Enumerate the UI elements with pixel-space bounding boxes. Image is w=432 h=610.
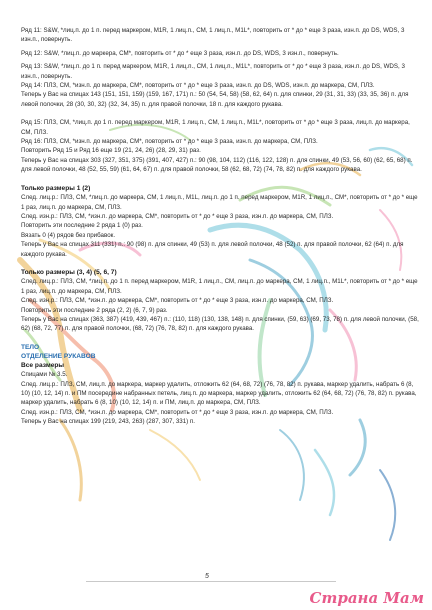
footer-divider <box>86 581 336 582</box>
row-14-text: Ряд 14: ПЛЗ, СМ, *изн.п. до маркера, СМ*, повторить от * до * еще 3 раза, изн.п. до DS, WDS, изн.п. до маркера, СМ, ПЛЗ. <box>21 82 375 90</box>
section-line: Теперь у Вас на спицах 311 (331) п.: 90 (98) п. для спинки, 49 (53) п. для левой полочки, 48 (52) п. для правой полочки, 62 (64) п. для каждого рукава. <box>21 241 404 258</box>
heading-sleeve-separation: ОТДЕЛЕНИЕ РУКАВОВ <box>21 352 96 360</box>
heading-body: ТЕЛО <box>21 343 40 351</box>
stitch-count-text: Теперь у Вас на спицах 303 (327, 351, 375) (391, 407, 427) п.: 90 (98, 104, 112) (116, 122, 128) п. для спинки, 49 (53, 56, 60) (62, 65, 68) п. для левой полочки, 48 (52, 55, 59) (61, 64, 67) п. для правой полочки, 58 (62, 68, 72) (74, 78, 82) п. для каждого рукава. <box>21 156 413 174</box>
row-13-text: Ряд 13: S&W, *лиц.п. до 1 п. перед маркером, M1R, 1 лиц.п., СМ, 1 лиц.п., M1L*, повторить от * до * еще 3 раза, изн.п. до DS, WDS, 3 изн.п., повернуть. <box>21 63 405 80</box>
row-16-text: Ряд 16: ПЛЗ, СМ, *изн.п. до маркера, СМ*, повторить от * до * еще 3 раза, изн.п. до маркера, СМ, ПЛЗ. <box>21 138 318 146</box>
section-line: Повторить эти последние 2 ряда 1 (0) раз. <box>21 222 143 230</box>
section-line: След. лиц.р.: ПЛЗ, СМ, лиц.п. до маркера, маркер удалить, отложить 62 (64, 68, 72) (76, 78, 82) п. рукава, маркер удалить, набрать 6 (8, 10) (10, 12, 14) п. и ПМ посередине набранных петель, лиц.п. до маркера, маркер удалить, отложить 62 (64, 68, 72) (76, 78, 82) п. рукава, маркер удалить, набрать 6 (8, 10) (10, 12, 14) п. и ПМ, лиц.п. до маркера, СМ, ПЛЗ. <box>21 380 417 407</box>
section-line: Вязать 0 (4) рядов без прибавок. <box>21 231 116 239</box>
site-watermark: Страна Мам <box>309 589 424 607</box>
section-line: Повторить эти последние 2 ряда (2, 2) (6, 7, 9) раз. <box>21 306 168 314</box>
section-line: Теперь у Вас на спицах (363, 387) (419, 439, 467) п.: (110, 118) (130, 138, 148) п. для спинки, (59, 63) (69, 73, 78) п. для левой полочки, (58, 62) (68, 72, 77) п. для правой полочки, (68, 72) (76, 78, 82) п. для каждого рукава. <box>21 315 419 333</box>
row-11-text: Ряд 11: S&W, *лиц.п. до 1 п. перед маркером, M1R, 1 лиц.п., СМ, 1 лиц.п., M1L*, повторить от * до * еще 3 раза, изн.п. до DS, WDS, 3 изн.п., повернуть. <box>21 27 405 44</box>
section-heading-sizes-3-7: Только размеры (3, 4) (5, 6, 7) <box>21 268 117 276</box>
section-line: След. изн.р.: ПЛЗ, СМ, *изн.п. до маркера, СМ*, повторить от * до * еще 3 раза, изн.п. до маркера, СМ, ПЛЗ. <box>21 408 334 416</box>
needles-text: Спицами № 3.5. <box>21 371 68 379</box>
row-15-text: Ряд 15: ПЛЗ, СМ, *лиц.п. до 1 п. перед маркером, M1R, 1 лиц.п., СМ, 1 лиц.п., M1L*, повторить от * до * еще 3 раза, лиц.п. до маркера, СМ, ПЛЗ. <box>21 119 410 136</box>
page-number: 5 <box>205 573 209 580</box>
stitch-count-text: Теперь у Вас на спицах 143 (151, 151, 159) (159, 167, 171) п.: 50 (54, 54, 58) (58, 62, 64) п. для спинки, 29 (31, 31, 33) (33, 35, 36) п. для левой полочки, 28 (30, 30, 32) (32, 34, 35) п. для правой полочки, 18 п. для каждого рукава. <box>21 91 409 108</box>
section-heading-sizes-1-2: Только размеры 1 (2) <box>21 184 91 192</box>
section-line: След. лиц.р.: ПЛЗ, СМ, *лиц.п. до 1 п. перед маркером, M1R, 1 лиц.п., СМ, лиц.п. до маркера, СМ, 1 лиц.п., M1L*, повторить от * до * еще 1 раз, лиц.п. до маркера, СМ, ПЛЗ. <box>21 278 418 295</box>
heading-all-sizes: Все размеры <box>21 361 65 369</box>
section-line: След. изн.р.: ПЛЗ, СМ, *изн.п. до маркера, СМ*, повторить от * до * еще 3 раза, изн.п. до маркера, СМ, ПЛЗ. <box>21 212 334 220</box>
row-12-text: Ряд 12: S&W, *лиц.п. до маркера, СМ*, повторить от * до * еще 3 раза, изн.п. до DS, WDS, 3 изн.п., повернуть. <box>21 49 339 57</box>
section-line: След. изн.р.: ПЛЗ, СМ, *изн.п. до маркера, СМ*, повторить от * до * еще 3 раза, изн.п. до маркера, СМ, ПЛЗ. <box>21 297 334 305</box>
section-line: След. лиц.р.: ПЛЗ, СМ, *лиц.п. до маркера, СМ, 1 лиц.п., M1L, лиц.п. до 1 п. перед маркером, M1R, 1 лиц.п., СМ*, повторить от * до * еще 1 раз, лиц.п. до маркера, СМ, ПЛЗ. <box>21 194 418 211</box>
repeat-text: Повторить Ряд 15 и Ряд 16 еще 19 (21, 24, 26) (28, 29, 31) раз. <box>21 147 201 155</box>
document-body <box>21 26 419 427</box>
section-line: Теперь у Вас на спицах 199 (219, 243, 263) (287, 307, 331) п. <box>21 418 196 426</box>
